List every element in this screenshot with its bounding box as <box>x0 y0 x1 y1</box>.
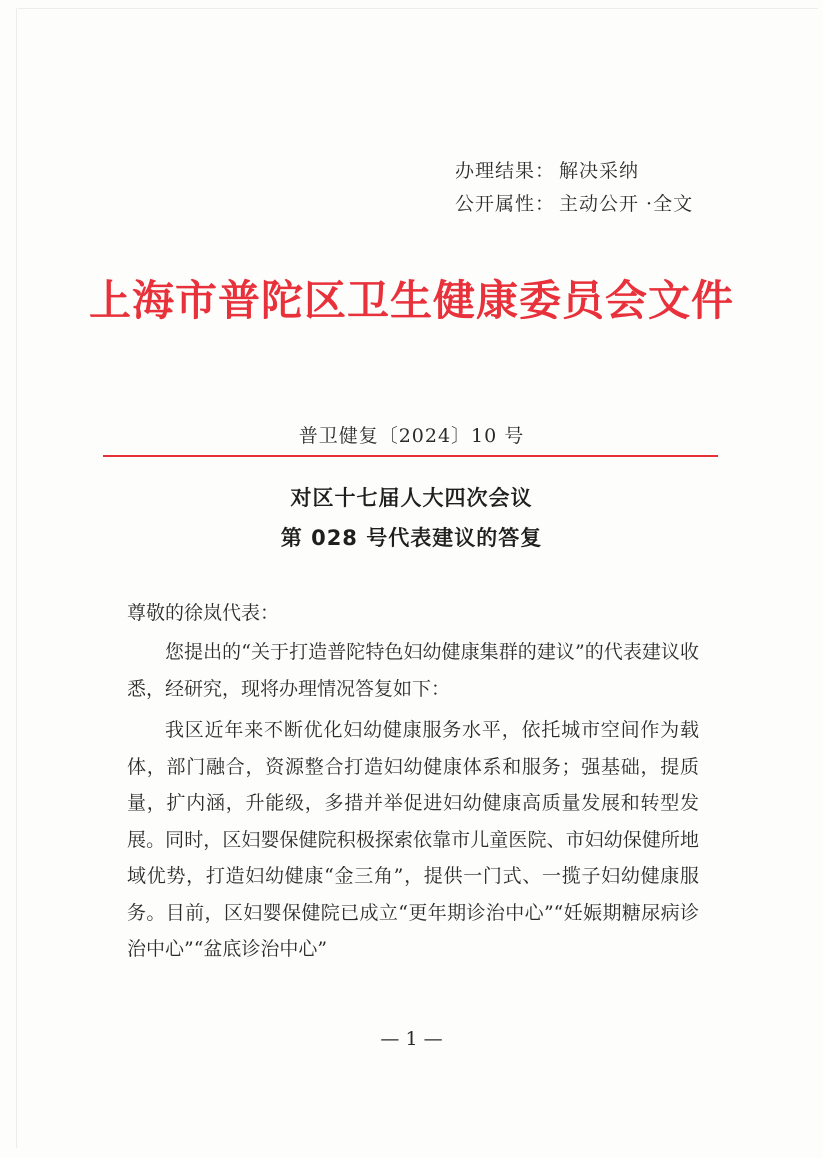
disclosure-value: 主动公开 ·全文 <box>559 193 694 215</box>
subject-line-2: 第 028 号代表建议的答复 <box>280 526 543 550</box>
scan-edge <box>16 8 17 1148</box>
subject-line-1: 对区十七届人大四次会议 <box>290 486 533 510</box>
disclosure-attribute <box>455 189 693 216</box>
handling-result <box>455 156 639 183</box>
red-divider <box>103 455 718 457</box>
scan-edge <box>18 8 818 9</box>
document-number: 普卫健复〔2024〕10 号 <box>298 425 525 447</box>
body-paragraph: 您提出的“关于打造普陀特色妇幼健康集群的建议”的代表建议收悉，经研究，现将办理情况答复如下： <box>127 641 699 700</box>
issuer-title: 上海市普陀区卫生健康委员会文件 <box>88 276 734 325</box>
disclosure-label: 公开属性： <box>455 193 556 215</box>
handling-result-value: 解决采纳 <box>559 160 640 182</box>
salutation: 尊敬的徐岚代表： <box>127 602 280 624</box>
page-number: — 1 — <box>380 1028 443 1050</box>
body-paragraph: 我区近年来不断优化妇幼健康服务水平，依托城市空间作为载体，部门融合，资源整合打造妇幼健康体系和服务；强基础，提质量，扩内涵，升能级，多措并举促进妇幼健康高质量发展和转型发展。同时，区妇婴保健院积极探索依靠市儿童医院、市妇幼保健所地域优势，打造妇幼健康“金三角”，提供一门式、一揽子妇幼健康服务。目前，区妇婴保健院已成立“更年期诊治中心”“妊娠期糖尿病诊治中心”“盆底诊治中心” <box>127 719 699 960</box>
handling-result-label: 办理结果： <box>455 160 556 182</box>
